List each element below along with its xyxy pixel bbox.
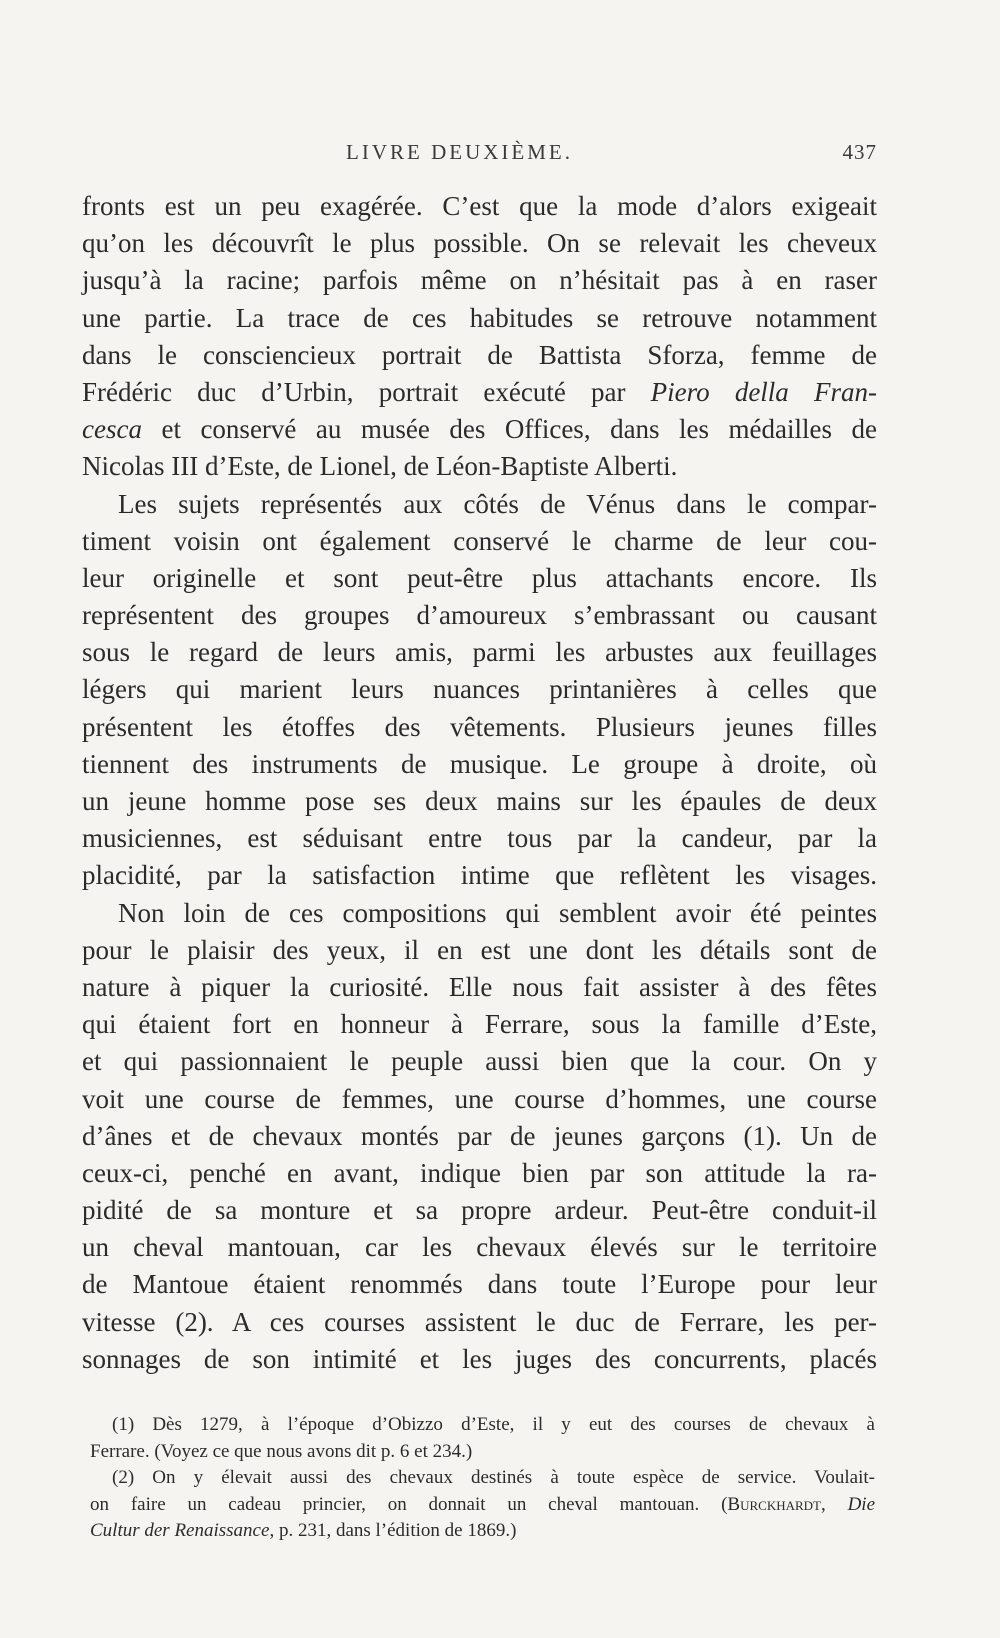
text-line: sonnages de son intimité et les juges des concurrents, placés — [82, 1343, 877, 1374]
text-run: Frédéric duc d’Urbin, portrait exécuté par — [82, 376, 651, 407]
footnote-2-line: (2) On y élevait aussi des chevaux destinés à toute espèce de service. Voulait- — [112, 1467, 875, 1488]
text-line: pidité de sa monture et sa propre ardeur. Peut-être conduit-il — [82, 1195, 877, 1226]
text-line: qui étaient fort en honneur à Ferrare, sous la famille d’Este, — [82, 1009, 877, 1040]
text-line: une partie. La trace de ces habitudes se retrouve notamment — [82, 302, 877, 333]
footnote-2-line — [90, 1518, 875, 1545]
text-run: , p. 231, dans l’édition de 1869.) — [269, 1520, 517, 1541]
text-line — [82, 374, 877, 411]
text-line: leur originelle et sont peut-être plus attachants encore. Ils — [82, 562, 877, 593]
page-number: 437 — [842, 140, 877, 164]
text-line: musiciennes, est séduisant entre tous par la candeur, par la — [82, 823, 877, 854]
text-line: vitesse (2). A ces courses assistent le duc de Ferrare, les per- — [82, 1306, 877, 1337]
text-line: légers qui marient leurs nuances printanières à celles que — [82, 674, 877, 705]
text-line: pour le plaisir des yeux, il en est une dont les détails sont de — [82, 934, 877, 965]
book-title-italic: Cultur der Renaissance — [90, 1520, 270, 1541]
text-line: sous le regard de leurs amis, parmi les arbustes aux feuillages — [82, 637, 877, 668]
artist-name-italic: Piero della Fran- — [650, 376, 877, 407]
footnote-2-line — [90, 1492, 875, 1519]
book-title-italic: Die — [847, 1493, 876, 1515]
text-line: de Mantoue étaient renommés dans toute l’Europe pour leur — [82, 1269, 877, 1300]
text-line: d’ânes et de chevaux montés par de jeunes garçons (1). Un de — [82, 1120, 877, 1151]
text-run: on faire un cadeau princier, on donnait un cheval mantouan. ( — [90, 1493, 728, 1515]
artist-name-italic: cesca — [82, 414, 142, 445]
text-run: , — [821, 1493, 848, 1515]
text-line: fronts est un peu exagérée. C’est que la mode d’alors exigeait — [82, 191, 877, 221]
text-line: un cheval mantouan, car les chevaux élevés sur le territoire — [82, 1232, 877, 1263]
text-line: dans le consciencieux portrait de Battista Sforza, femme de — [82, 339, 877, 370]
paragraph-start-line: Les sujets représentés aux côtés de Vénus dans le compar- — [118, 488, 877, 519]
paragraph-start-line: Non loin de ces compositions qui semblent avoir été peintes — [118, 897, 877, 928]
text-line: représentent des groupes d’amoureux s’embrassant ou causant — [82, 600, 877, 631]
text-run: et conservé au musée des Offices, dans les médailles de — [141, 414, 877, 445]
footnote-1-line: (1) Dès 1279, à l’époque d’Obizzo d’Este, il y eut des courses de chevaux à — [112, 1414, 875, 1435]
text-line: ceux-ci, penché en avant, indique bien par son attitude la ra- — [82, 1157, 877, 1188]
main-text — [82, 188, 877, 1378]
text-line: Nicolas III d’Este, de Lionel, de Léon-Baptiste Alberti. — [82, 451, 678, 482]
footnotes — [90, 1412, 875, 1545]
text-line: timent voisin ont également conservé le charme de leur cou- — [82, 525, 877, 556]
text-line: placidité, par la satisfaction intime que reflètent les visages. — [82, 860, 877, 891]
running-header — [82, 140, 877, 166]
footnote-1-line: Ferrare. (Voyez ce que nous avons dit p. 6 et 234.) — [90, 1440, 473, 1462]
text-line: nature à piquer la curiosité. Elle nous fait assister à des fêtes — [82, 971, 877, 1002]
text-line: tiennent des instruments de musique. Le groupe à droite, où — [82, 748, 877, 779]
text-line: et qui passionnaient le peuple aussi bien que la cour. On y — [82, 1046, 877, 1077]
text-line — [82, 411, 877, 448]
author-name: Burckhardt — [727, 1493, 821, 1515]
text-line: voit une course de femmes, une course d’hommes, une course — [82, 1083, 877, 1114]
text-line: jusqu’à la racine; parfois même on n’hésitait pas à en raser — [82, 265, 877, 296]
running-title: LIVRE DEUXIÈME. — [346, 140, 573, 164]
text-line: qu’on les découvrît le plus possible. On se relevait les cheveux — [82, 228, 877, 259]
text-line: présentent les étoffes des vêtements. Plusieurs jeunes filles — [82, 711, 877, 742]
text-line: un jeune homme pose ses deux mains sur les épaules de deux — [82, 786, 877, 816]
